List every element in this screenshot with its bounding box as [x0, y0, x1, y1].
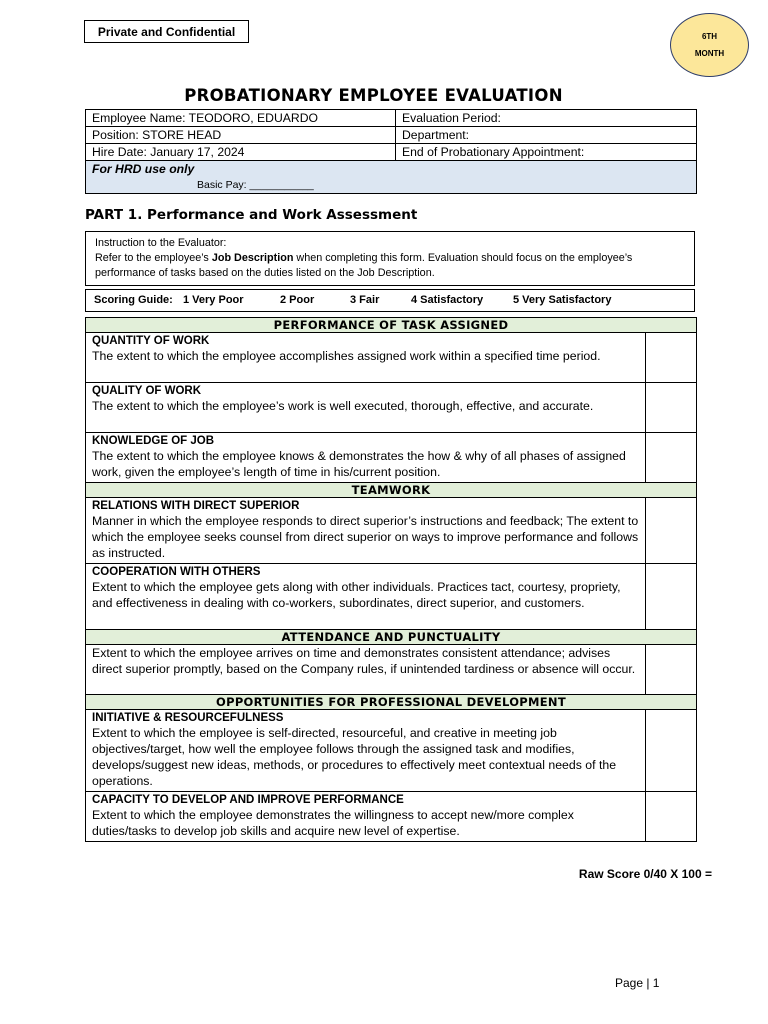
month-badge [670, 13, 749, 77]
score-cell-quantity[interactable] [646, 333, 697, 383]
criterion-relations [86, 498, 646, 564]
confidential-label: Private and Confidential [84, 20, 249, 43]
evaluation-period-cell[interactable]: Evaluation Period: [396, 110, 697, 127]
position-cell[interactable]: Position: STORE HEAD [86, 127, 396, 144]
criterion-initiative [86, 710, 646, 792]
criterion-description: Extent to which the employee is self-directed, resourceful, and creative in meeting job objectives/target, how well the employee follows through the assigned task and modifies, develops/suggest new ideas, methods, or procedures to effectively meet contextual needs of the operations. [92, 726, 617, 788]
page-number: Page | 1 [615, 976, 660, 990]
score-1-label: 1 Very Poor [183, 294, 244, 306]
criterion-title: KNOWLEDGE OF JOB [92, 435, 215, 447]
end-probation-cell[interactable]: End of Probationary Appointment: [396, 144, 697, 161]
employee-info-table [85, 109, 697, 194]
page-title: PROBATIONARY EMPLOYEE EVALUATION [184, 86, 563, 105]
criterion-description: Extent to which the employee gets along with other individuals. Practices tact, courtesy, propriety, and effectiveness in dealing with co-workers, subordinates, direct superior, and customers. [92, 580, 621, 610]
criterion-description: The extent to which the employee’s work is well executed, thorough, effective, and accurate. [92, 399, 594, 413]
score-cell-relations[interactable] [646, 498, 697, 564]
hire-date-cell[interactable]: Hire Date: January 17, 2024 [86, 144, 396, 161]
score-cell-cooperation[interactable] [646, 564, 697, 630]
criterion-description: The extent to which the employee knows & demonstrates the how & why of all phases of assigned work, given the employee’s length of time in his/current position. [92, 449, 626, 479]
criterion-cooperation [86, 564, 646, 630]
department-cell[interactable]: Department: [396, 127, 697, 144]
criterion-description: Extent to which the employee arrives on time and demonstrates consistent attendance; advises direct superior promptly, based on the Company rules, if unintended tardiness or absence will occur. [92, 646, 636, 676]
criterion-quantity [86, 333, 646, 383]
hrd-label: For HRD use only [92, 162, 195, 176]
score-5-label: 5 Very Satisfactory [513, 294, 612, 306]
criterion-description: Manner in which the employee responds to direct superior’s instructions and feedback; The extent to which the employee seeks counsel from direct superior on ways to improve performance and follows as instructed. [92, 514, 639, 560]
raw-score-label: Raw Score 0/40 X 100 = [578, 867, 712, 881]
month-badge-number: 6TH [701, 32, 718, 41]
score-cell-capacity[interactable] [646, 792, 697, 842]
criterion-title: QUALITY OF WORK [92, 385, 202, 397]
criterion-knowledge [86, 433, 646, 483]
job-description-emphasis: Job Description [211, 252, 294, 264]
criterion-attendance [86, 645, 646, 695]
score-4-label: 4 Satisfactory [411, 294, 484, 306]
evaluator-instructions [85, 231, 695, 286]
score-cell-knowledge[interactable] [646, 433, 697, 483]
score-cell-initiative[interactable] [646, 710, 697, 792]
hrd-section [86, 161, 697, 194]
score-cell-attendance[interactable] [646, 645, 697, 695]
month-badge-label: MONTH [694, 49, 725, 58]
criterion-title: QUANTITY OF WORK [92, 335, 210, 347]
instruction-title: Instruction to the Evaluator: [95, 237, 227, 249]
score-cell-quality[interactable] [646, 383, 697, 433]
instruction-text: Refer to the employee’s Job Description when completing this form. Evaluation should focus on the employee’s performance of tasks based on the duties listed on the Job Description. [95, 252, 633, 279]
criterion-title: COOPERATION WITH OTHERS [92, 566, 261, 578]
criterion-title: RELATIONS WITH DIRECT SUPERIOR [92, 500, 300, 512]
criterion-title: CAPACITY TO DEVELOP AND IMPROVE PERFORMANCE [92, 794, 404, 806]
section-header-attendance: ATTENDANCE AND PUNCTUALITY [86, 630, 697, 645]
score-3-label: 3 Fair [350, 294, 380, 306]
basic-pay-field[interactable]: Basic Pay: ___________ [197, 179, 314, 191]
score-2-label: 2 Poor [280, 294, 315, 306]
criterion-description: Extent to which the employee demonstrates the willingness to accept new/more complex duties/tasks to develop job skills and acquire new level of expertise. [92, 808, 574, 838]
evaluation-table [85, 317, 697, 842]
criterion-description: The extent to which the employee accomplishes assigned work within a specified time period. [92, 349, 601, 363]
criterion-capacity [86, 792, 646, 842]
part1-heading: PART 1. Performance and Work Assessment [85, 207, 418, 223]
scoring-guide [85, 289, 695, 312]
scoring-guide-label: Scoring Guide: [94, 294, 173, 306]
employee-name-cell[interactable]: Employee Name: TEODORO, EDUARDO [86, 110, 396, 127]
criterion-quality [86, 383, 646, 433]
section-header-performance: PERFORMANCE OF TASK ASSIGNED [86, 318, 697, 333]
section-header-development: OPPORTUNITIES FOR PROFESSIONAL DEVELOPMENT [86, 695, 697, 710]
criterion-title: INITIATIVE & RESOURCEFULNESS [92, 712, 284, 724]
section-header-teamwork: TEAMWORK [86, 483, 697, 498]
